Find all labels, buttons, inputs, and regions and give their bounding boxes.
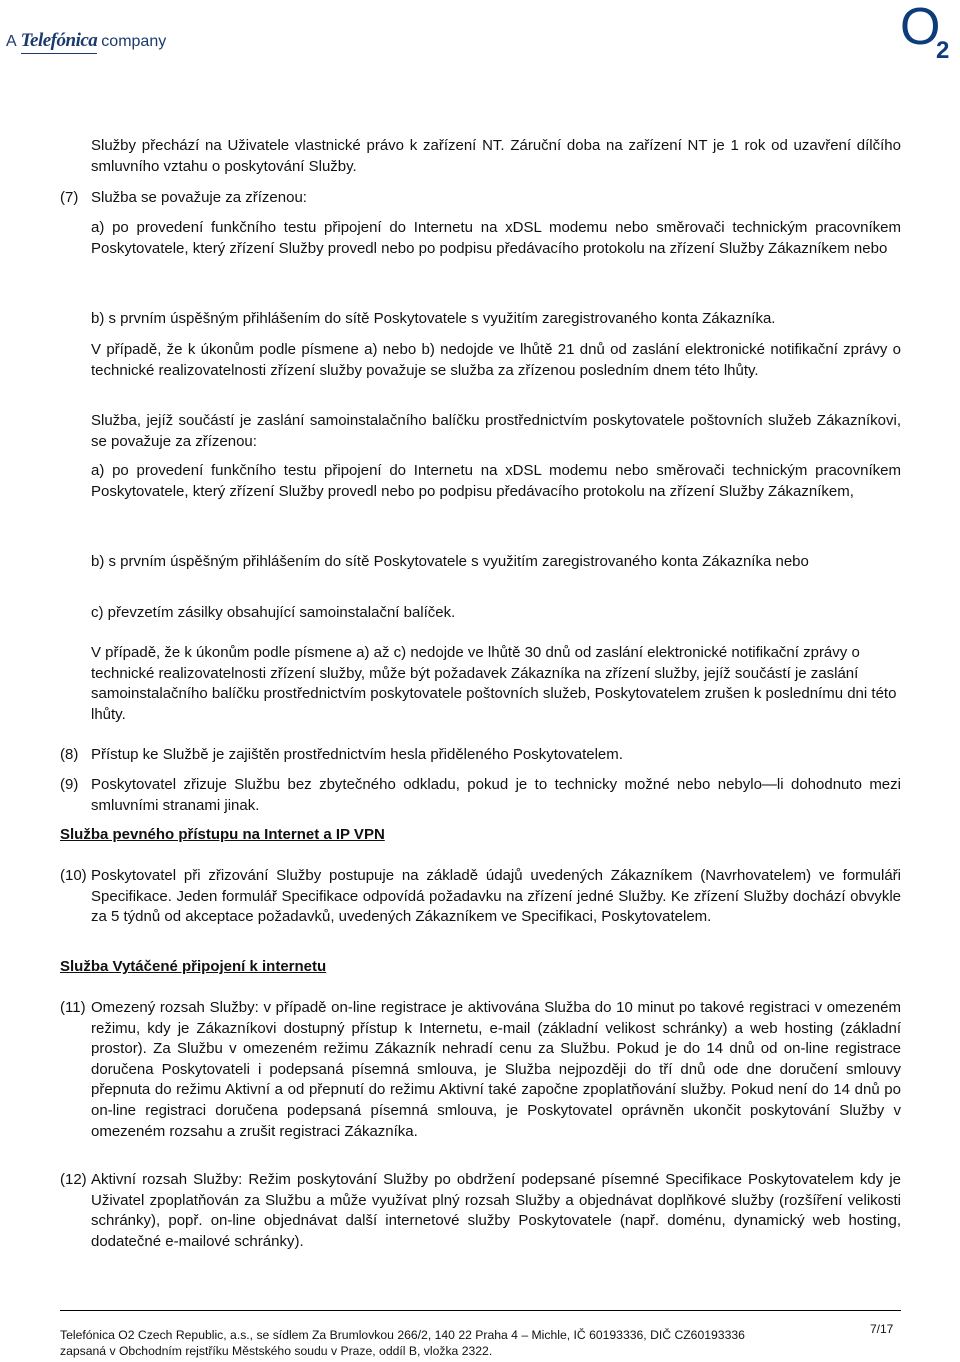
section-heading-dialup: Služba Vytáčené připojení k internetu	[60, 958, 327, 975]
clause-text: Poskytovatel při zřizování Služby postupuje na základě údajů uvedených Zákazníkem (Navrhovatelem) ve formuláři Specifikace. Jeden formulář Specifikace odpovídá požadavku na zřízení jedné Služby. Ke zřízení Služby dochází obvykle za 5 týdnů od akceptace požadavků, uvedených Zákazníkem ve Specifikaci, Poskytovatelem.	[91, 867, 901, 926]
clause-10	[60, 866, 901, 928]
transfer-paragraph: Služby přechází na Uživatele vlastnické právo k zařízení NT. Záruční doba na zařízení NT je 1 rok od uzavření dílčího smluvního vztahu o poskytování Služby.	[91, 137, 901, 175]
self-install-intro: Služba, jejíž součástí je zaslání samoinstalačního balíčku prostřednictvím poskytovatele poštovních služeb Zákazníkovi, se považuje za zřízenou:	[91, 412, 901, 450]
clause-7-point-a: a) po provedení funkčního testu připojení do Internetu na xDSL modemu nebo směrovači technickým pracovníkem Poskytovatele, který zřízení Služby provedl nebo po podpisu předávacího protokolu na zřízení Služby Zákazníkem nebo	[91, 219, 901, 257]
clause-number: (12)	[60, 1171, 87, 1188]
footer-company-line: Telefónica O2 Czech Republic, a.s., se sídlem Za Brumlovkou 266/2, 140 22 Praha 4 – Michle, IČ 60193336, DIČ CZ60193336	[60, 1328, 745, 1342]
clause-number: (9)	[60, 776, 79, 793]
clause-text: Přístup ke Službě je zajištěn prostřednictvím hesla přiděleného Poskytovatelem.	[91, 746, 623, 763]
page-header	[0, 0, 960, 80]
clause-text: Služba se považuje za zřízenou:	[91, 189, 307, 206]
page-number: 7/17	[870, 1322, 894, 1336]
clause-number: (10)	[60, 867, 87, 884]
clause-text: Aktivní rozsah Služby: Režim poskytování Služby po obdržení podepsané písemné Specifikace Poskytovatelem kdy je Uživatel zpoplatňován za Službu a může využívat plný rozsah Služby a objednávat doplňkové služby (rozšíření velikosti schránky), popř. on-line objednávat další internetové služby Poskytovatele (např. doménu, dynamický web hosting, dodatečné e-mailové schránky).	[91, 1171, 901, 1250]
footer-divider	[60, 1310, 901, 1311]
logo-brand: Telefónica	[20, 30, 98, 51]
clause-11	[60, 998, 901, 1142]
clause-12	[60, 1170, 901, 1252]
o2-logo-icon	[898, 0, 960, 62]
self-install-point-b: b) s prvním úspěšným přihlášením do sítě Poskytovatele s využitím zaregistrovaného konta Zákazníka nebo	[91, 553, 809, 570]
self-install-deadline-paragraph: V případě, že k úkonům podle písmene a) až c) nedojde ve lhůtě 30 dnů od zaslání elektronické notifikační zprávy o technické realizovatelnosti zřízení služby, může být požadavek Zákazníka na zřízení služby, jejíž součástí je zaslání samoinstalačního balíčku prostřednictvím poskytovatele poštovních služeb, Poskytovatelem zrušen k poslednímu dni této lhůty.	[91, 644, 897, 723]
footer-registry-line: zapsaná v Obchodním rejstříku Městského soudu v Praze, oddíl B, vložka 2322.	[60, 1344, 493, 1358]
clause-8	[60, 745, 901, 766]
logo-suffix: company	[101, 33, 167, 50]
clause-9	[60, 775, 901, 816]
clause-text: Poskytovatel zřizuje Službu bez zbytečného odkladu, pokud je to technicky možné nebo nebylo—li dohodnuto mezi smluvními stranami jinak.	[91, 776, 901, 814]
clause-number: (8)	[60, 746, 79, 763]
clause-7	[60, 188, 901, 209]
clause-text: Omezený rozsah Služby: v případě on-line registrace je aktivována Služba do 10 minut po takové registraci v omezeném režimu, kdy je Zákazníkovi dostupný přístup k Internetu, e-mail (základní velikost schránky) a web hosting (základní prostor). Za Službu v omezeném režimu Zákazník nehradí cenu za Službu. Pokud je do 14 dnů od on-line registrace doručena Poskytovateli i podepsaná písemná smlouva, je Služba nejpozději do tří dnů ode dne doručení smlouvy přepnuta do režimu Aktivní a od přepnutí do režimu Aktivní také započne zpoplatňování služby. Pokud není do 14 dnů po on-line registraci doručena podepsaná písemná smlouva, je Poskytovatel oprávněn ukončit poskytování Služby v omezeném rozsahu a zrušit registraci Zákazníka.	[91, 999, 901, 1140]
clause-number: (11)	[60, 999, 86, 1016]
clause-number: (7)	[60, 189, 79, 206]
o2-logo-subscript: 2	[936, 37, 950, 62]
section-heading-fixed-access: Služba pevného přístupu na Internet a IP VPN	[60, 826, 385, 843]
logo-prefix: A	[6, 33, 17, 50]
clause-7-deadline-paragraph: V případě, že k úkonům podle písmene a) nebo b) nedojde ve lhůtě 21 dnů od zaslání elektronické notifikační zprávy o technické realizovatelnosti zřízení služby považuje se služba za zřízenou posledním dnem této lhůty.	[91, 341, 901, 379]
telefonica-company-logo	[6, 30, 166, 52]
o2-logo-letter: O	[900, 0, 941, 56]
self-install-point-a: a) po provedení funkčního testu připojení do Internetu na xDSL modemu nebo směrovači technickým pracovníkem Poskytovatele, který zřízení Služby provedl nebo po podpisu předávacího protokolu na zřízení Služby Zákazníkem,	[91, 462, 901, 500]
clause-7-point-b: b) s prvním úspěšným přihlášením do sítě Poskytovatele s využitím zaregistrovaného konta Zákazníka.	[91, 310, 776, 327]
self-install-point-c: c) převzetím zásilky obsahující samoinstalační balíček.	[91, 604, 456, 621]
